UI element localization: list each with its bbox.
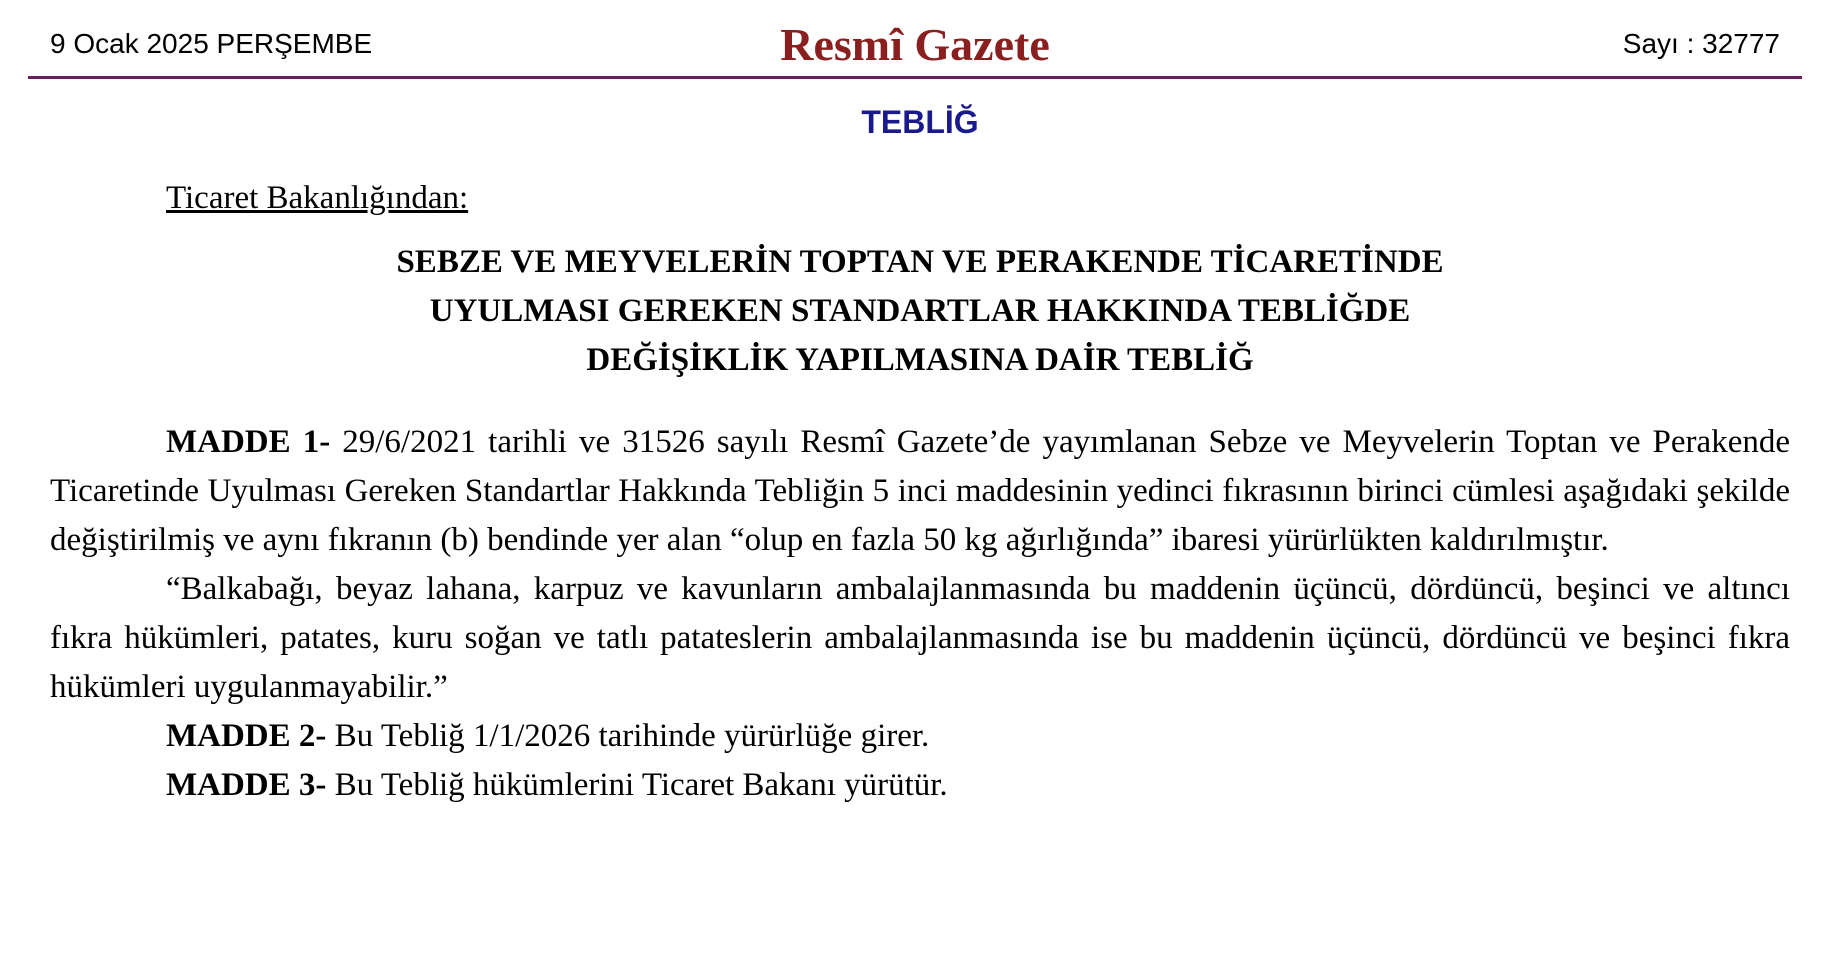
document-title-line: UYULMASI GEREKEN STANDARTLAR HAKKINDA TEBLİĞDE	[429, 293, 1411, 329]
issuing-ministry: Ticaret Bakanlığından:	[166, 180, 469, 216]
quote-text: “Balkabağı, beyaz lahana, karpuz ve kavunların ambalajlanmasında bu maddenin üçüncü, dördüncü, beşinci ve altıncı fıkra hükümleri, patates, kuru soğan ve tatlı patateslerin ambalajlanmasında ise bu maddenin üçüncü, dördüncü ve beşinci fıkra hükümleri uygulanmayabilir.”	[50, 571, 1790, 705]
gazette-header	[28, 14, 1802, 78]
header-divider	[28, 76, 1802, 79]
article-1	[50, 418, 1790, 565]
amended-sentence-quote	[50, 565, 1790, 712]
document-body	[50, 418, 1790, 810]
article-label: MADDE 3-	[166, 767, 327, 803]
article-2	[50, 712, 1790, 761]
article-text: Bu Tebliğ hükümlerini Ticaret Bakanı yürütür.	[326, 767, 948, 803]
article-text: 29/6/2021 tarihli ve 31526 sayılı Resmî Gazete’de yayımlanan Sebze ve Meyvelerin Toptan ve Perakende Ticaretinde Uyulması Gereken Standartlar Hakkında Tebliğin 5 inci maddesinin yedinci fıkrasının birinci cümlesi aşağıdaki şekilde değiştirilmiş ve aynı fıkranın (b) bendinde yer alan “olup en fazla 50 kg ağırlığında” ibaresi yürürlükten kaldırılmıştır.	[50, 424, 1790, 558]
document-title-line: SEBZE VE MEYVELERİN TOPTAN VE PERAKENDE TİCARETİNDE	[396, 244, 1444, 280]
document-title	[50, 238, 1790, 385]
article-text: Bu Tebliğ 1/1/2026 tarihinde yürürlüğe girer.	[326, 718, 930, 754]
section-title: TEBLİĞ	[861, 104, 979, 140]
gazette-title: Resmî Gazete	[780, 19, 1050, 70]
article-label: MADDE 1-	[166, 424, 331, 460]
issue-number: Sayı : 32777	[1622, 28, 1780, 59]
document-title-line: DEĞİŞİKLİK YAPILMASINA DAİR TEBLİĞ	[586, 342, 1254, 378]
issue-date: 9 Ocak 2025 PERŞEMBE	[50, 28, 373, 59]
article-3	[50, 761, 1790, 810]
article-label: MADDE 2-	[166, 718, 327, 754]
